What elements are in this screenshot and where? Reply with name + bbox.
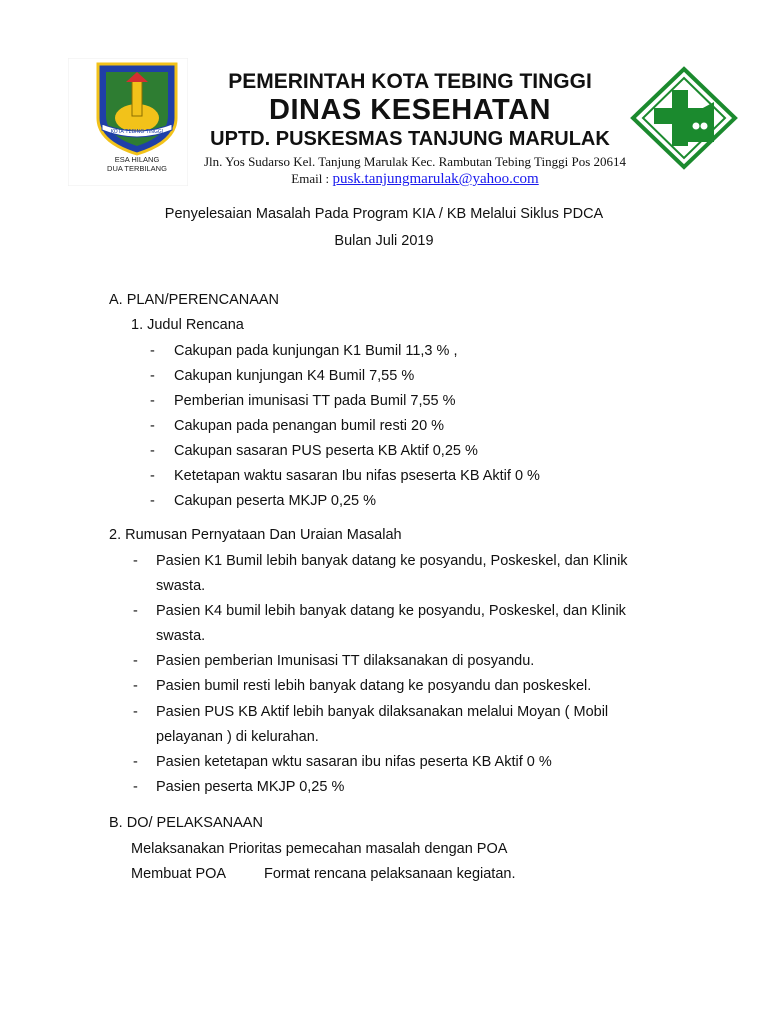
list-bullet: - [150, 343, 155, 359]
list-bullet: - [133, 653, 138, 669]
list-item-continuation: swasta. [156, 578, 206, 594]
list-item: Cakupan sasaran PUS peserta KB Aktif 0,25 % [174, 443, 478, 459]
health-cross-logo [630, 66, 738, 170]
section-2-heading: 2. Rumusan Pernyataan Dan Uraian Masalah [109, 527, 402, 543]
logo-ribbon-text: KOTA TEBING TINGGI [110, 129, 164, 135]
city-emblem-logo [68, 58, 188, 186]
list-item: Pasien K1 Bumil lebih banyak datang ke posyandu, Poskeskel, dan Klinik [156, 553, 628, 569]
list-item: Pasien peserta MKJP 0,25 % [156, 779, 345, 795]
list-item: Ketetapan waktu sasaran Ibu nifas pseserta KB Aktif 0 % [174, 468, 540, 484]
list-item: Cakupan peserta MKJP 0,25 % [174, 493, 377, 509]
list-bullet: - [150, 393, 155, 409]
list-item: Pasien ketetapan wktu sasaran ibu nifas peserta KB Aktif 0 % [156, 754, 552, 770]
email-link[interactable]: pusk.tanjungmarulak@yahoo.com [332, 171, 539, 187]
list-item-continuation: pelayanan ) di kelurahan. [156, 729, 319, 745]
email-label: Email : [291, 171, 330, 186]
list-item: Cakupan pada penangan bumil resti 20 % [174, 418, 445, 434]
list-item: Pasien pemberian Imunisasi TT dilaksanakan di posyandu. [156, 653, 535, 669]
list-item: Pasien K4 bumil lebih banyak datang ke posyandu, Poskeskel, dan Klinik [156, 603, 626, 619]
list-bullet: - [133, 678, 138, 694]
list-item: Pemberian imunisasi TT pada Bumil 7,55 % [174, 393, 456, 409]
section-b-line-label: Membuat POA [131, 866, 227, 882]
header-address: Jln. Yos Sudarso Kel. Tanjung Marulak Kec. Rambutan Tebing Tinggi Pos 20614 [203, 154, 627, 169]
list-item: Pasien bumil resti lebih banyak datang ke posyandu dan poskeskel. [156, 678, 592, 694]
list-item: Cakupan pada kunjungan K1 Bumil 11,3 % , [174, 343, 458, 359]
section-b-line: Melaksanakan Prioritas pemecahan masalah dengan POA [131, 841, 508, 857]
header-government-line: PEMERINTAH KOTA TEBING TINGGI [228, 70, 592, 93]
header-unit-line: UPTD. PUSKESMAS TANJUNG MARULAK [210, 128, 610, 150]
list-item-continuation: swasta. [156, 628, 206, 644]
list-item: Pasien PUS KB Aktif lebih banyak dilaksanakan melalui Moyan ( Mobil [156, 704, 609, 720]
section-b-heading: B. DO/ PELAKSANAAN [109, 815, 263, 831]
list-bullet: - [133, 754, 138, 770]
list-bullet: - [150, 468, 155, 484]
document-subtitle: Bulan Juli 2019 [334, 233, 434, 249]
document-title: Penyelesaian Masalah Pada Program KIA / KB Melalui Siklus PDCA [164, 206, 604, 222]
logo-motto-line1: ESA HILANG [114, 155, 160, 164]
list-bullet: - [133, 553, 138, 569]
section-a-heading: A. PLAN/PERENCANAAN [109, 292, 280, 308]
header-department-line: DINAS KESEHATAN [269, 94, 551, 126]
list-bullet: - [150, 493, 155, 509]
list-bullet: - [150, 443, 155, 459]
list-bullet: - [133, 603, 138, 619]
list-bullet: - [133, 779, 138, 795]
list-bullet: - [133, 704, 138, 720]
section-b-line-value: Format rencana pelaksanaan kegiatan. [264, 866, 516, 882]
list-item: Cakupan kunjungan K4 Bumil 7,55 % [174, 368, 415, 384]
list-bullet: - [150, 418, 155, 434]
list-bullet: - [150, 368, 155, 384]
section-a-sub-heading: 1. Judul Rencana [131, 317, 244, 333]
header-email-row [190, 171, 640, 188]
logo-motto-line2: DUA TERBILANG [107, 164, 167, 173]
